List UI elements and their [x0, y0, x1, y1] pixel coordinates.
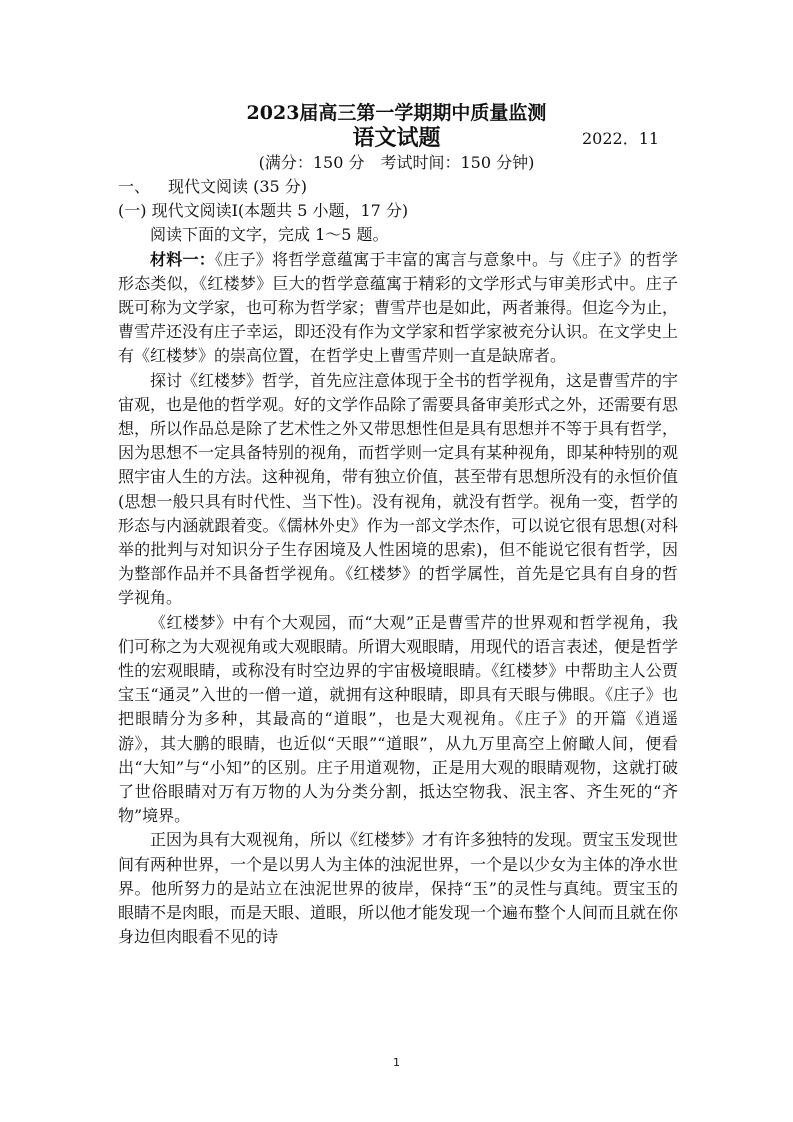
section-heading [118, 175, 678, 199]
material-paragraph-4: 正因为具有大观视角，所以《红楼梦》才有许多独特的发现。贾宝玉发现世间有两种世界，一个是以男人为主体的浊泥世界，一个是以少女为主体的净水世界。他所努力的是站立在浊泥世界的彼岸，保持“玉”的灵性与真纯。贾宝玉的眼睛不是肉眼，而是天眼、道眼，所以他才能发现一个遍布整个人间而且就在你身边但肉眼看不见的诗 [118, 830, 679, 947]
material-text-1: 《庄子》将哲学意蕴寓于丰富的寓言与意象中。与《庄子》的哲学形态类似，《红楼梦》巨大的哲学意蕴寓于精彩的文学形式与审美形式中。庄子既可称为文学家，也可称为哲学家；曹雪芹也是如此，两者兼得。但迄今为止，曹雪芹还没有庄子幸运，即还没有作为文学家和哲学家被充分认识。在文学史上有《红楼梦》的崇高位置，在哲学史上曹雪芹则一直是缺席者。 [118, 249, 679, 366]
exam-date: 2022．11 [582, 129, 660, 148]
instruction: 阅读下面的文字，完成 1～5 题。 [150, 225, 389, 245]
exam-title: 2023届高三第一学期期中质量监测 [246, 102, 547, 124]
exam-body [118, 175, 678, 950]
material-paragraph-3: 《红楼梦》中有个大观园，而“大观”正是曹雪芹的世界观和哲学视角，我们可称之为大观视角或大观眼睛。所谓大观眼睛，用现代的语言表述，便是哲学性的宏观眼睛，或称没有时空边界的宇宙极境眼睛。《红楼梦》中帮助主人公贾宝玉“通灵”入世的一僧一道，就拥有这种眼睛，即具有天眼与佛眼。《庄子》也把眼睛分为多种，其最高的“道眼”，也是大观视角。《庄子》的开篇《逍遥游》，其大鹏的眼睛，也近似“天眼”“道眼”，从九万里高空上俯瞰人间，便看出“大知”与“小知”的区别。庄子用道观物，正是用大观的眼睛观物，这就打破了世俗眼睛对万有万物的人为分类分割，抵达空物我、泯主客、齐生死的“齐物”境界。 [118, 612, 679, 826]
material-paragraph-1 [118, 248, 678, 369]
page-number: 1 [393, 1056, 400, 1069]
section-number: 一、 [118, 177, 151, 196]
subsection-heading: (一) 现代文阅读Ⅰ(本题共 5 小题，17 分) [118, 201, 409, 221]
score-and-time: (满分：150 分 考试时间：150 分钟) [258, 153, 535, 172]
material-paragraph-2: 探讨《红楼梦》哲学，首先应注意体现于全书的哲学视角，这是曹雪芹的宇宙观，也是他的哲学观。好的文学作品除了需要具备审美形式之外，还需要有思想，所以作品总是除了艺术性之外又带思想性但是具有思想并不等于具有哲学，因为思想不一定具备特别的视角，而哲学则一定具有某种视角，即某种特别的观照宇宙人生的方法。这种视角，带有独立价值，甚至带有思想所没有的永恒价值(思想一般只具有时代性、当下性)。没有视角，就没有哲学。视角一变，哲学的形态与内涵就跟着变。《儒林外史》作为一部文学杰作，可以说它很有思想(对科举的批判与对知识分子生存困境及人性困境的思索)，但不能说它很有哲学，因为整部作品并不具备哲学视角。《红楼梦》的哲学属性，首先是它具有自身的哲学视角。 [118, 370, 679, 608]
material-lead: 材料一： [150, 249, 215, 269]
section-label: 现代文阅读 (35 分) [168, 177, 308, 196]
exam-subject: 语文试题 [352, 125, 441, 151]
